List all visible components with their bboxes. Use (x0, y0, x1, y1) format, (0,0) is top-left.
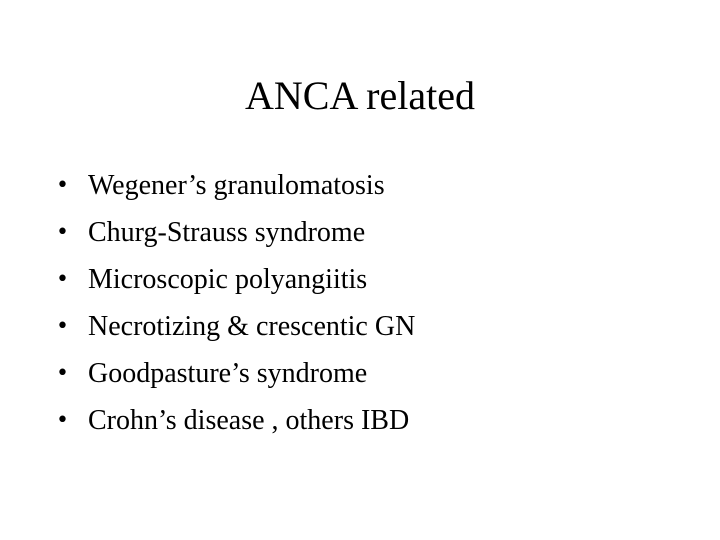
list-item-text: Churg-Strauss syndrome (88, 216, 366, 248)
bullet-icon: • (56, 266, 69, 292)
list-item-text: Wegener’s granulomatosis (88, 169, 385, 201)
list-item (56, 303, 676, 350)
list-item-text: Microscopic polyangiitis (88, 263, 368, 295)
bullet-list (56, 162, 676, 444)
bullet-icon: • (56, 360, 69, 386)
list-item-text: Crohn’s disease , others IBD (88, 404, 410, 436)
list-item (56, 350, 676, 397)
bullet-icon: • (56, 172, 69, 198)
bullet-icon: • (56, 313, 69, 339)
bullet-icon: • (56, 219, 69, 245)
list-item (56, 397, 676, 444)
list-item-text: Necrotizing & crescentic GN (88, 310, 416, 342)
slide-title: ANCA related (245, 73, 475, 118)
list-item-text: Goodpasture’s syndrome (88, 357, 368, 389)
list-item (56, 256, 676, 303)
list-item (56, 209, 676, 256)
list-item (56, 162, 676, 209)
bullet-icon: • (56, 407, 69, 433)
